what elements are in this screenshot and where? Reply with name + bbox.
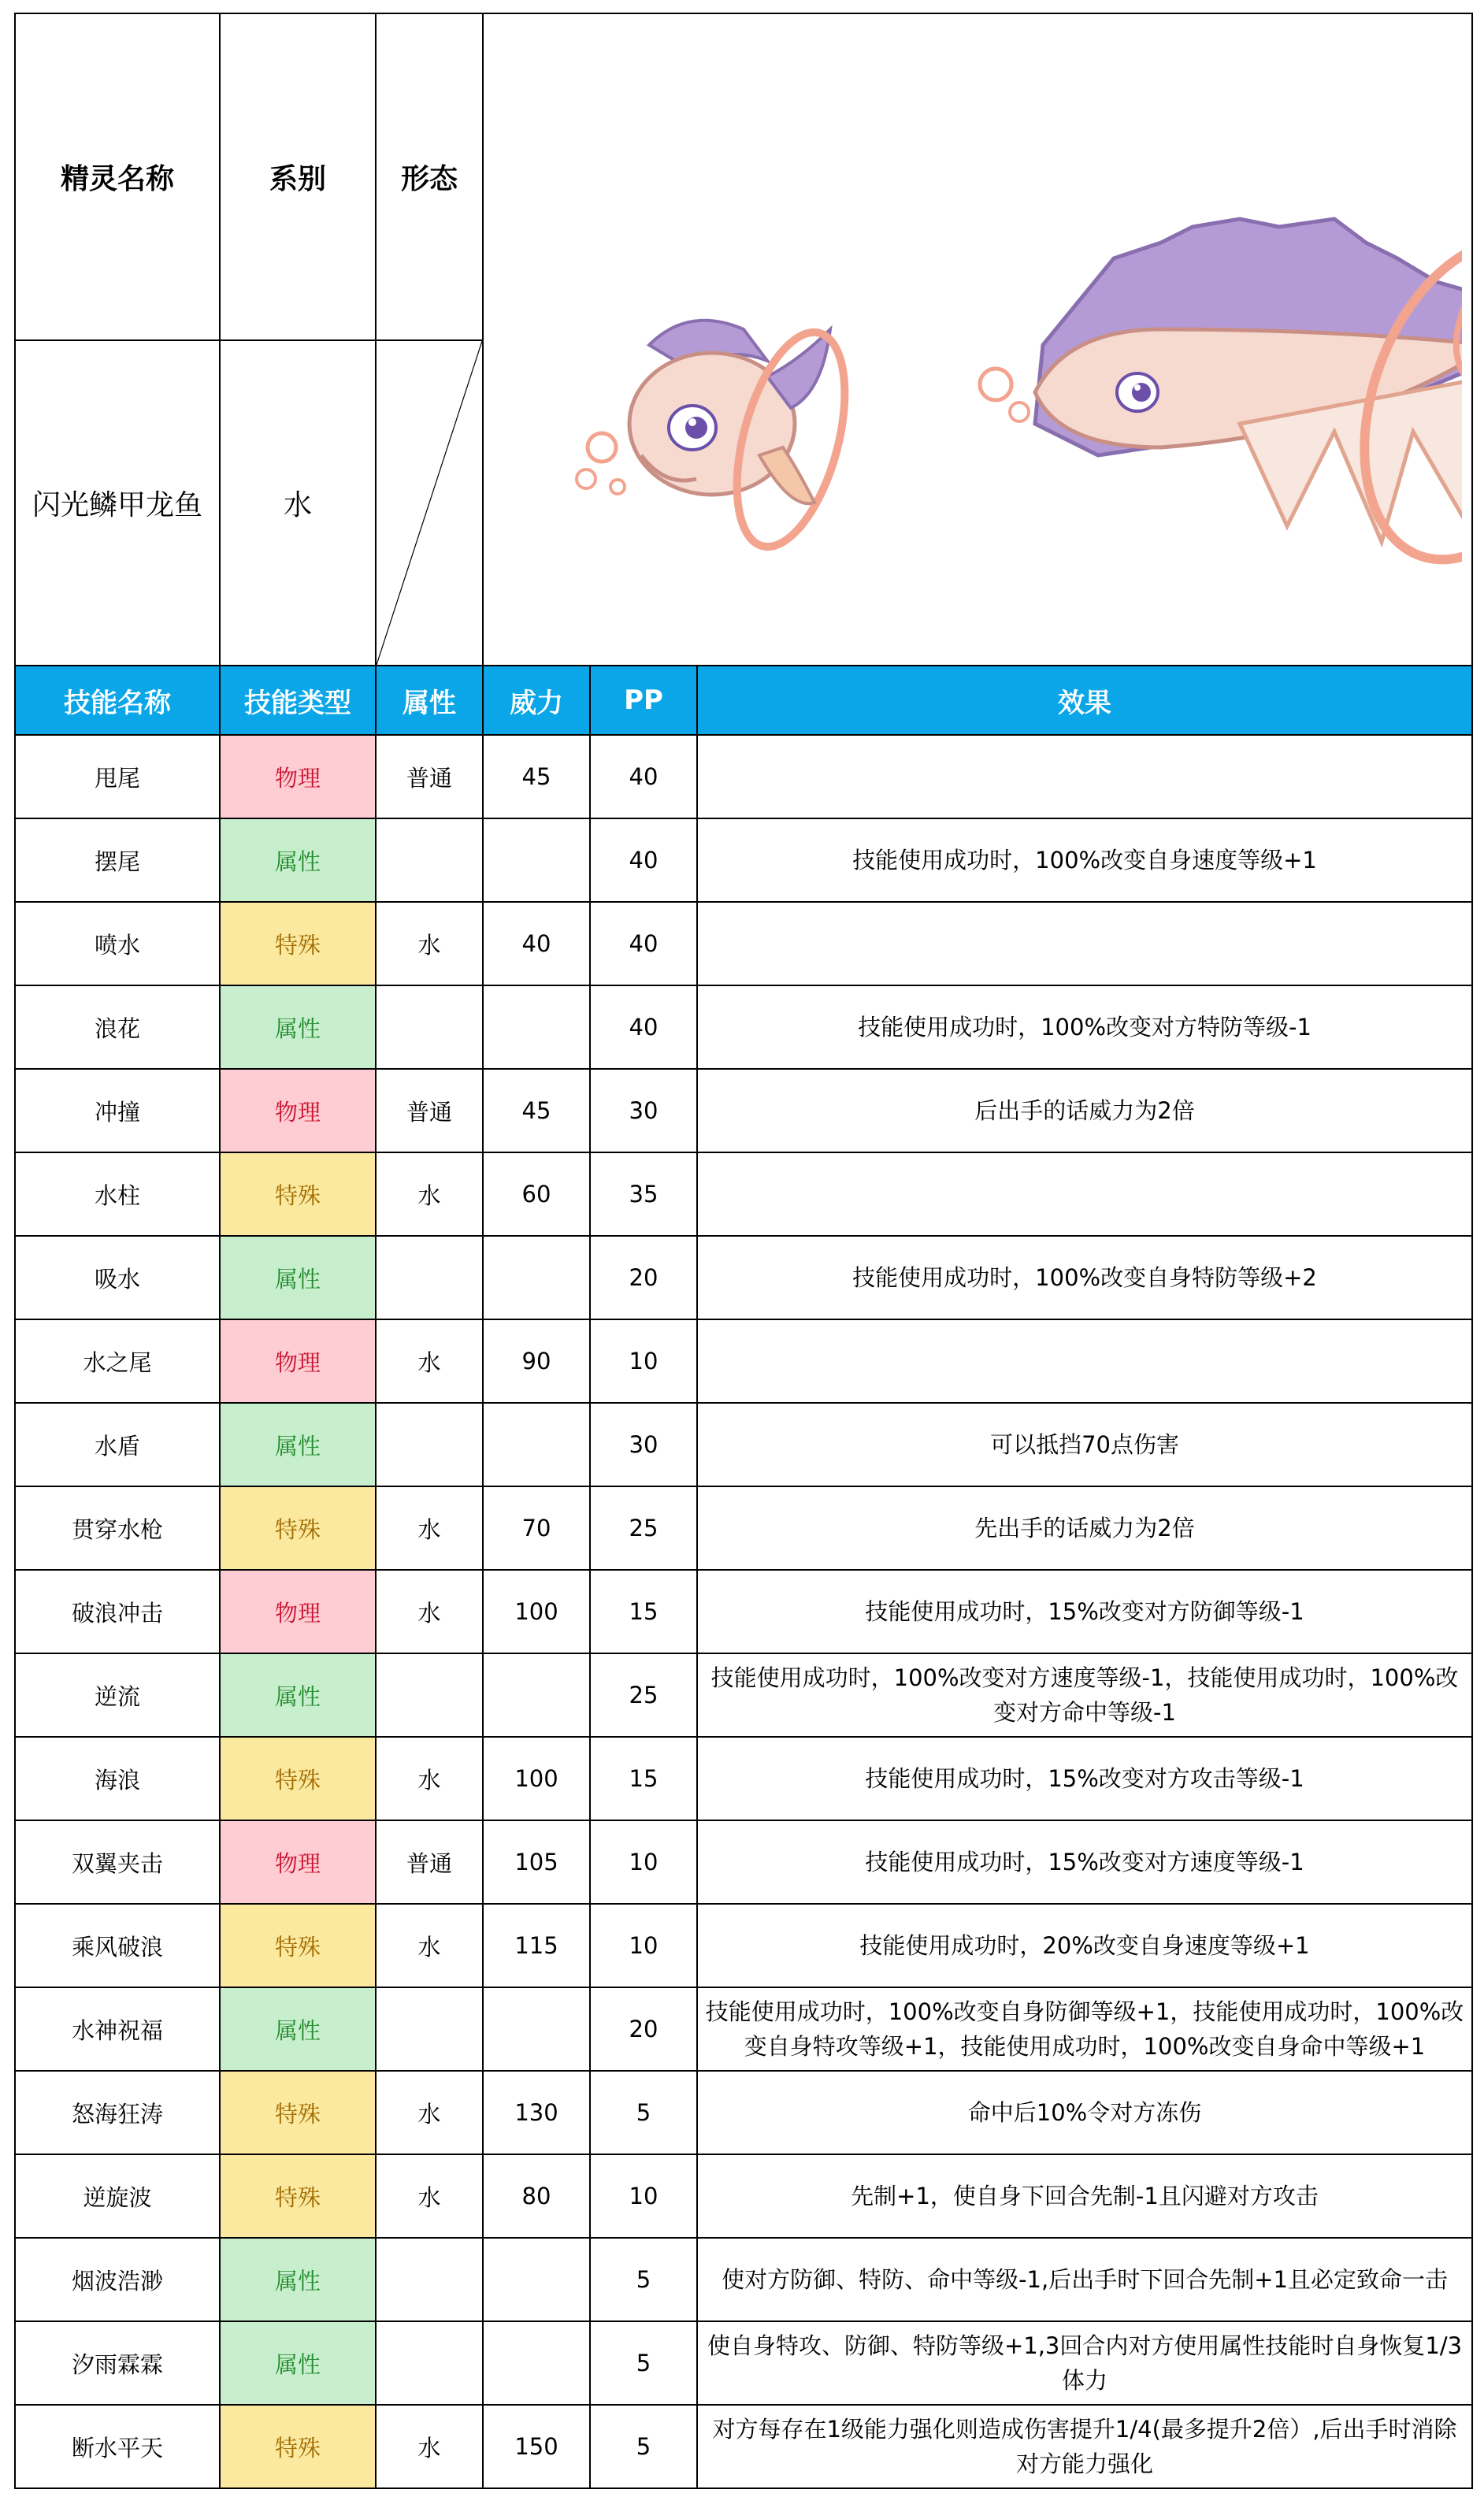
form-label: 形态 bbox=[376, 13, 483, 340]
skill-attribute: 水 bbox=[376, 2154, 483, 2238]
skill-pp: 25 bbox=[590, 1653, 697, 1737]
skill-attribute: 水 bbox=[376, 2071, 483, 2154]
col-skill-pp: PP bbox=[590, 666, 697, 735]
skill-category: 属性 bbox=[220, 985, 376, 1069]
skill-name: 破浪冲击 bbox=[15, 1570, 220, 1653]
skill-power: 105 bbox=[483, 1820, 590, 1904]
skill-power: 150 bbox=[483, 2405, 590, 2488]
skill-power: 115 bbox=[483, 1904, 590, 1987]
skill-row bbox=[15, 2321, 1472, 2405]
skill-row bbox=[15, 1820, 1472, 1904]
skill-pp: 5 bbox=[590, 2321, 697, 2405]
skill-effect: 技能使用成功时，100%改变自身特防等级+2 bbox=[697, 1236, 1472, 1319]
skill-power bbox=[483, 1653, 590, 1737]
skill-row bbox=[15, 735, 1472, 818]
skill-row bbox=[15, 985, 1472, 1069]
skill-row bbox=[15, 818, 1472, 902]
skill-power bbox=[483, 985, 590, 1069]
skill-effect: 技能使用成功时，15%改变对方攻击等级-1 bbox=[697, 1737, 1472, 1820]
skill-effect: 技能使用成功时，100%改变对方特防等级-1 bbox=[697, 985, 1472, 1069]
skill-pp: 25 bbox=[590, 1486, 697, 1570]
skill-power: 100 bbox=[483, 1570, 590, 1653]
skill-attribute: 水 bbox=[376, 1319, 483, 1403]
skill-power: 100 bbox=[483, 1737, 590, 1820]
skill-effect: 技能使用成功时，100%改变对方速度等级-1，技能使用成功时，100%改变对方命中等级-1 bbox=[697, 1653, 1472, 1737]
skill-effect: 先制+1，使自身下回合先制-1且闪避对方攻击 bbox=[697, 2154, 1472, 2238]
element-label: 系别 bbox=[220, 13, 376, 340]
skill-power bbox=[483, 1403, 590, 1486]
col-skill-power: 威力 bbox=[483, 666, 590, 735]
skill-pp: 5 bbox=[590, 2238, 697, 2321]
skill-row bbox=[15, 1486, 1472, 1570]
skill-effect bbox=[697, 1319, 1472, 1403]
skill-pp: 40 bbox=[590, 985, 697, 1069]
skill-row bbox=[15, 1904, 1472, 1987]
skill-name: 水盾 bbox=[15, 1403, 220, 1486]
skill-pp: 35 bbox=[590, 1152, 697, 1236]
skill-pp: 40 bbox=[590, 902, 697, 985]
form-images bbox=[484, 14, 1462, 665]
col-skill-attribute: 属性 bbox=[376, 666, 483, 735]
skill-effect bbox=[697, 902, 1472, 985]
skill-effect: 技能使用成功时，20%改变自身速度等级+1 bbox=[697, 1904, 1472, 1987]
skill-row bbox=[15, 1403, 1472, 1486]
skills-header-row bbox=[15, 666, 1472, 735]
skill-row bbox=[15, 2154, 1472, 2238]
spirit-name-label: 精灵名称 bbox=[15, 13, 220, 340]
skill-category: 特殊 bbox=[220, 1152, 376, 1236]
skill-power: 130 bbox=[483, 2071, 590, 2154]
skill-attribute: 水 bbox=[376, 1737, 483, 1820]
diagonal-line bbox=[377, 341, 482, 665]
skill-power bbox=[483, 2238, 590, 2321]
skill-pp: 30 bbox=[590, 1403, 697, 1486]
skill-category: 属性 bbox=[220, 1653, 376, 1737]
skill-effect: 后出手的话威力为2倍 bbox=[697, 1069, 1472, 1152]
skill-category: 属性 bbox=[220, 1987, 376, 2071]
skill-attribute bbox=[376, 818, 483, 902]
col-skill-effect: 效果 bbox=[697, 666, 1472, 735]
skill-power: 90 bbox=[483, 1319, 590, 1403]
skill-effect: 技能使用成功时，15%改变对方速度等级-1 bbox=[697, 1820, 1472, 1904]
col-skill-name: 技能名称 bbox=[15, 666, 220, 735]
skill-effect: 先出手的话威力为2倍 bbox=[697, 1486, 1472, 1570]
skill-pp: 15 bbox=[590, 1570, 697, 1653]
skill-name: 汐雨霖霖 bbox=[15, 2321, 220, 2405]
skill-row bbox=[15, 902, 1472, 985]
skill-power: 45 bbox=[483, 1069, 590, 1152]
form-diagonal-cell bbox=[376, 340, 483, 666]
skill-pp: 40 bbox=[590, 818, 697, 902]
skill-pp: 10 bbox=[590, 2154, 697, 2238]
skill-category: 特殊 bbox=[220, 1737, 376, 1820]
skill-category: 物理 bbox=[220, 735, 376, 818]
skill-attribute bbox=[376, 1653, 483, 1737]
skill-effect: 技能使用成功时，100%改变自身速度等级+1 bbox=[697, 818, 1472, 902]
skill-attribute bbox=[376, 1403, 483, 1486]
skill-attribute: 水 bbox=[376, 1486, 483, 1570]
skill-effect: 使自身特攻、防御、特防等级+1,3回合内对方使用属性技能时自身恢复1/3体力 bbox=[697, 2321, 1472, 2405]
skill-name: 吸水 bbox=[15, 1236, 220, 1319]
skill-effect: 技能使用成功时，100%改变自身防御等级+1，技能使用成功时，100%改变自身特攻等级+1，技能使用成功时，100%改变自身命中等级+1 bbox=[697, 1987, 1472, 2071]
skill-attribute: 水 bbox=[376, 2405, 483, 2488]
skill-category: 物理 bbox=[220, 1570, 376, 1653]
skill-attribute bbox=[376, 1236, 483, 1319]
skill-row bbox=[15, 1987, 1472, 2071]
skill-effect: 命中后10%令对方冻伤 bbox=[697, 2071, 1472, 2154]
skill-category: 物理 bbox=[220, 1820, 376, 1904]
skill-pp: 10 bbox=[590, 1319, 697, 1403]
spirit-skill-sheet bbox=[14, 13, 1471, 2508]
skill-category: 特殊 bbox=[220, 2154, 376, 2238]
skill-power bbox=[483, 1987, 590, 2071]
skill-effect: 可以抵挡70点伤害 bbox=[697, 1403, 1472, 1486]
skill-table bbox=[14, 13, 1473, 2489]
skill-pp: 40 bbox=[590, 735, 697, 818]
skill-power bbox=[483, 1236, 590, 1319]
skill-pp: 30 bbox=[590, 1069, 697, 1152]
skill-row bbox=[15, 1653, 1472, 1737]
skill-category: 属性 bbox=[220, 2238, 376, 2321]
skill-category: 特殊 bbox=[220, 2071, 376, 2154]
skill-name: 逆流 bbox=[15, 1653, 220, 1737]
skill-name: 冲撞 bbox=[15, 1069, 220, 1152]
skill-row bbox=[15, 1152, 1472, 1236]
skill-row bbox=[15, 1737, 1472, 1820]
skill-name: 双翼夹击 bbox=[15, 1820, 220, 1904]
skill-name: 断水平天 bbox=[15, 2405, 220, 2488]
skill-row bbox=[15, 1319, 1472, 1403]
skill-row bbox=[15, 1236, 1472, 1319]
skill-effect: 使对方防御、特防、命中等级-1,后出手时下回合先制+1且必定致命一击 bbox=[697, 2238, 1472, 2321]
skill-name: 水柱 bbox=[15, 1152, 220, 1236]
skill-category: 属性 bbox=[220, 1403, 376, 1486]
skill-attribute: 水 bbox=[376, 1152, 483, 1236]
skill-name: 逆旋波 bbox=[15, 2154, 220, 2238]
skill-row bbox=[15, 1570, 1472, 1653]
skill-pp: 5 bbox=[590, 2405, 697, 2488]
skill-name: 喷水 bbox=[15, 902, 220, 985]
skill-attribute bbox=[376, 2238, 483, 2321]
skill-row bbox=[15, 2071, 1472, 2154]
header-label-row bbox=[15, 13, 1472, 340]
skill-power: 80 bbox=[483, 2154, 590, 2238]
skill-power: 45 bbox=[483, 735, 590, 818]
element-value: 水 bbox=[220, 340, 376, 666]
skill-name: 海浪 bbox=[15, 1737, 220, 1820]
large-fish-form bbox=[980, 210, 1462, 591]
skill-category: 特殊 bbox=[220, 1486, 376, 1570]
skill-name: 水之尾 bbox=[15, 1319, 220, 1403]
skill-effect: 对方每存在1级能力强化则造成伤害提升1/4(最多提升2倍）,后出手时消除对方能力强化 bbox=[697, 2405, 1472, 2488]
skill-category: 特殊 bbox=[220, 902, 376, 985]
skill-category: 属性 bbox=[220, 2321, 376, 2405]
skill-attribute: 普通 bbox=[376, 1069, 483, 1152]
skill-name: 乘风破浪 bbox=[15, 1904, 220, 1987]
skill-attribute: 普通 bbox=[376, 1820, 483, 1904]
skill-row bbox=[15, 1069, 1472, 1152]
skill-name: 甩尾 bbox=[15, 735, 220, 818]
skill-name: 水神祝福 bbox=[15, 1987, 220, 2071]
form-images-cell bbox=[483, 13, 1472, 666]
skill-category: 特殊 bbox=[220, 1904, 376, 1987]
skill-power bbox=[483, 818, 590, 902]
skill-attribute: 普通 bbox=[376, 735, 483, 818]
skill-attribute bbox=[376, 985, 483, 1069]
skill-pp: 20 bbox=[590, 1236, 697, 1319]
skill-effect bbox=[697, 735, 1472, 818]
skill-attribute: 水 bbox=[376, 902, 483, 985]
skill-category: 属性 bbox=[220, 1236, 376, 1319]
skill-name: 贯穿水枪 bbox=[15, 1486, 220, 1570]
skill-power: 40 bbox=[483, 902, 590, 985]
skill-name: 烟波浩渺 bbox=[15, 2238, 220, 2321]
skill-pp: 20 bbox=[590, 1987, 697, 2071]
skill-attribute: 水 bbox=[376, 1570, 483, 1653]
skill-attribute: 水 bbox=[376, 1904, 483, 1987]
skill-name: 怒海狂涛 bbox=[15, 2071, 220, 2154]
spirit-name-value: 闪光鳞甲龙鱼 bbox=[15, 340, 220, 666]
skill-power: 60 bbox=[483, 1152, 590, 1236]
skill-pp: 10 bbox=[590, 1904, 697, 1987]
skill-attribute bbox=[376, 1987, 483, 2071]
skill-pp: 10 bbox=[590, 1820, 697, 1904]
skill-row bbox=[15, 2405, 1472, 2488]
skill-category: 属性 bbox=[220, 818, 376, 902]
skill-name: 摆尾 bbox=[15, 818, 220, 902]
skill-name: 浪花 bbox=[15, 985, 220, 1069]
skill-pp: 15 bbox=[590, 1737, 697, 1820]
skill-power: 70 bbox=[483, 1486, 590, 1570]
skill-category: 物理 bbox=[220, 1319, 376, 1403]
col-skill-category: 技能类型 bbox=[220, 666, 376, 735]
small-fish-form bbox=[577, 321, 865, 558]
skill-pp: 5 bbox=[590, 2071, 697, 2154]
skill-category: 特殊 bbox=[220, 2405, 376, 2488]
skill-row bbox=[15, 2238, 1472, 2321]
skill-attribute bbox=[376, 2321, 483, 2405]
skill-power bbox=[483, 2321, 590, 2405]
skill-category: 物理 bbox=[220, 1069, 376, 1152]
skill-effect bbox=[697, 1152, 1472, 1236]
skill-effect: 技能使用成功时，15%改变对方防御等级-1 bbox=[697, 1570, 1472, 1653]
